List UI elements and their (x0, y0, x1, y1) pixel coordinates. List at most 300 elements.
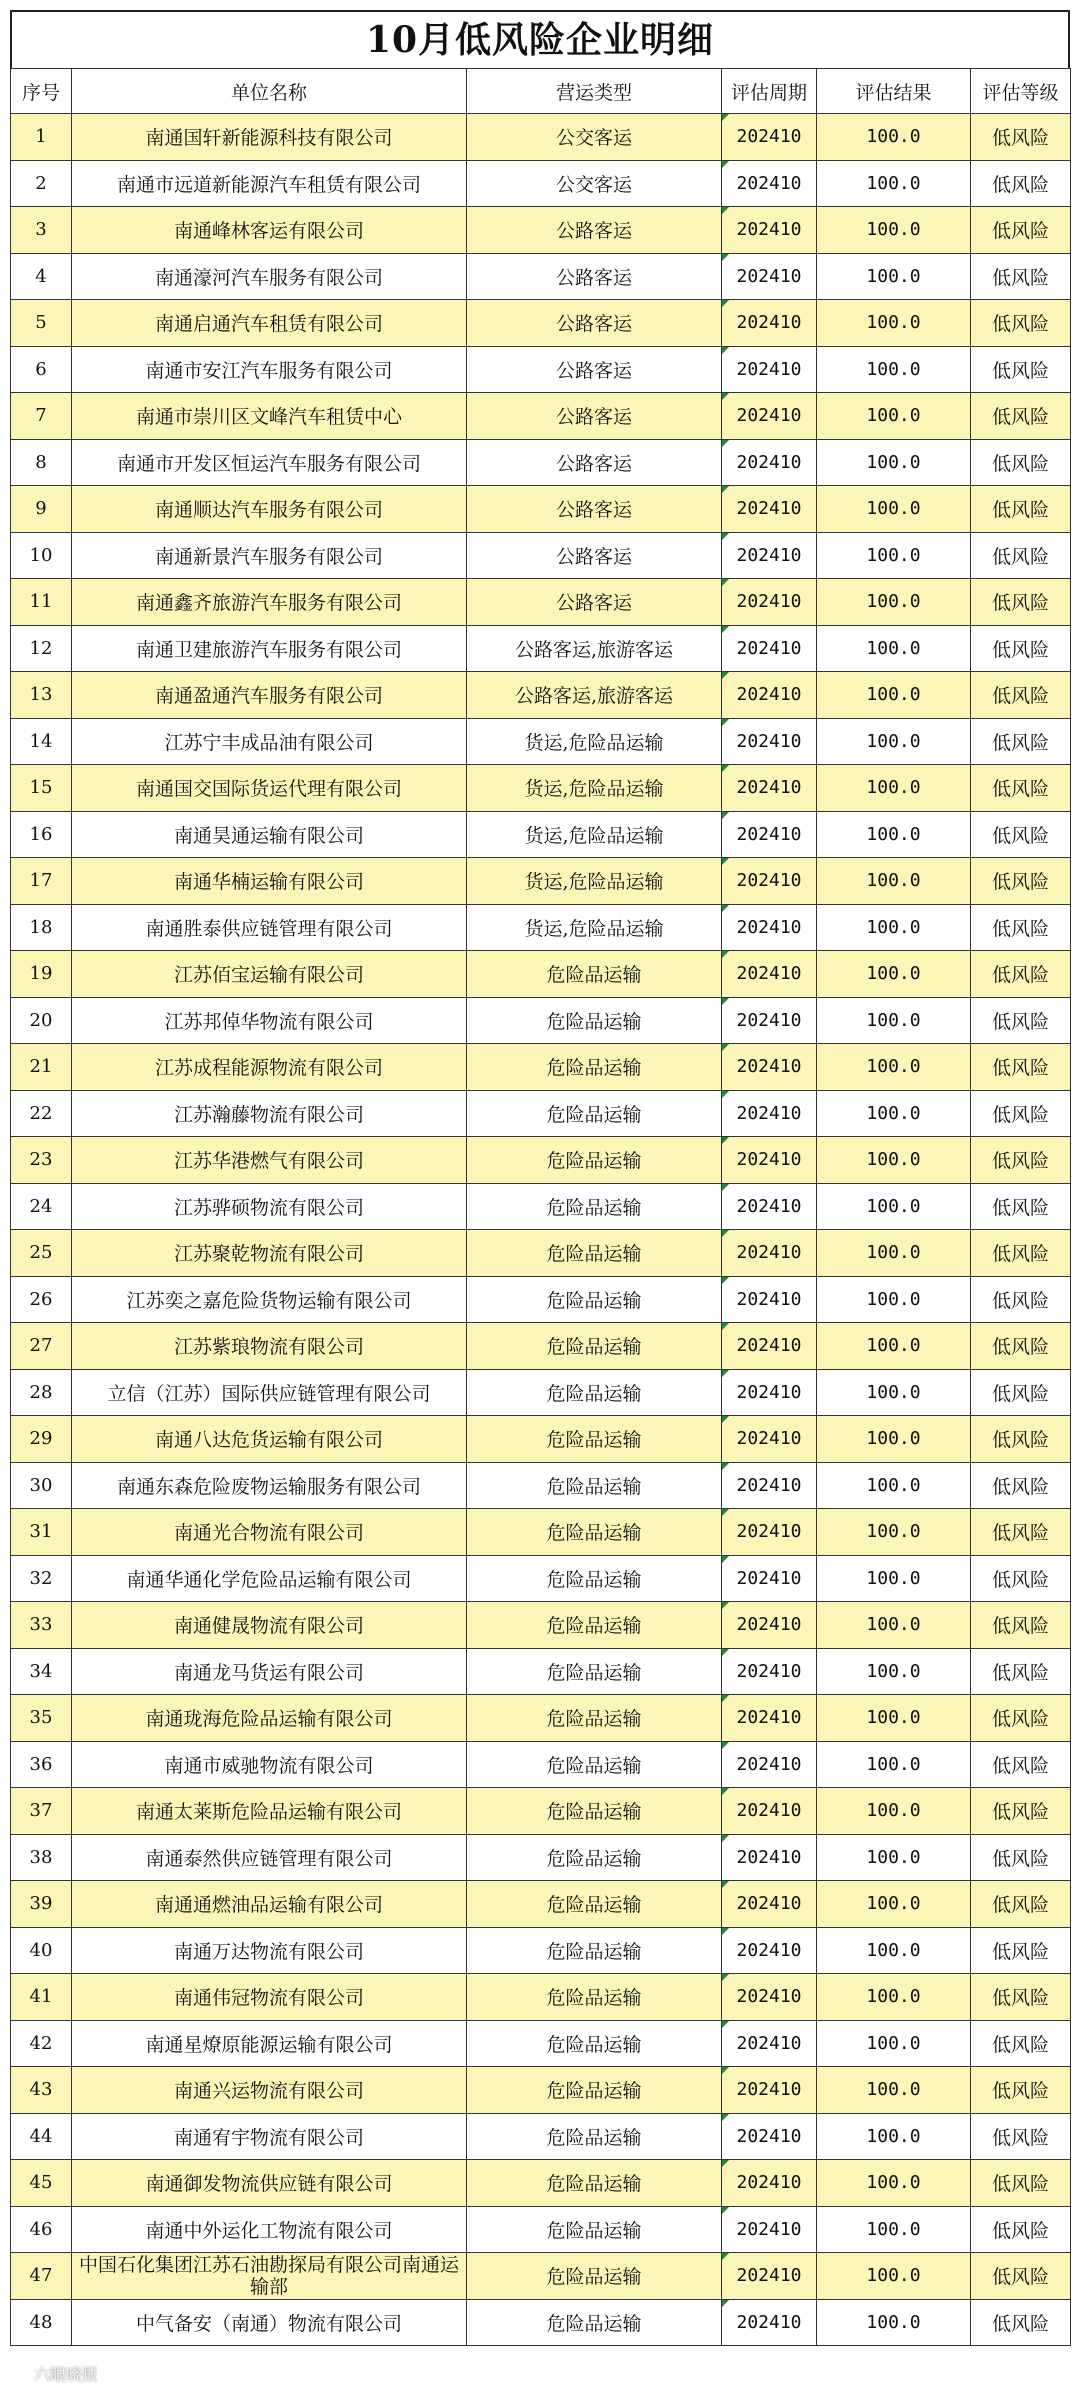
cell-period: 202410 (722, 1044, 817, 1091)
cell-level: 低风险 (971, 1695, 1071, 1742)
cell-type: 危险品运输 (467, 2113, 722, 2160)
cell-type: 公路客运 (467, 346, 722, 393)
cell-result: 100.0 (817, 393, 971, 440)
cell-result: 100.0 (817, 1555, 971, 1602)
cell-index: 6 (11, 346, 72, 393)
cell-type: 危险品运输 (467, 1834, 722, 1881)
cell-index: 1 (11, 114, 72, 161)
table-row (11, 672, 1071, 719)
cell-result: 100.0 (817, 672, 971, 719)
cell-name: 江苏聚乾物流有限公司 (72, 1230, 467, 1277)
cell-name: 南通八达危货运输有限公司 (72, 1416, 467, 1463)
cell-result: 100.0 (817, 2299, 971, 2346)
cell-level: 低风险 (971, 439, 1071, 486)
cell-type: 危险品运输 (467, 1369, 722, 1416)
cell-type: 危险品运输 (467, 1695, 722, 1742)
cell-name: 江苏华港燃气有限公司 (72, 1137, 467, 1184)
cell-name: 南通星燎原能源运输有限公司 (72, 2020, 467, 2067)
cell-name: 江苏瀚藤物流有限公司 (72, 1090, 467, 1137)
cell-result: 100.0 (817, 997, 971, 1044)
cell-level: 低风险 (971, 2299, 1071, 2346)
table-row (11, 811, 1071, 858)
cell-index: 29 (11, 1416, 72, 1463)
cell-name: 南通顺达汽车服务有限公司 (72, 486, 467, 533)
cell-level: 低风险 (971, 1555, 1071, 1602)
cell-result: 100.0 (817, 300, 971, 347)
cell-index: 20 (11, 997, 72, 1044)
cell-period: 202410 (722, 2253, 817, 2300)
cell-result: 100.0 (817, 532, 971, 579)
cell-period: 202410 (722, 951, 817, 998)
header-name: 单位名称 (72, 69, 467, 114)
cell-result: 100.0 (817, 904, 971, 951)
cell-level: 低风险 (971, 486, 1071, 533)
cell-level: 低风险 (971, 672, 1071, 719)
cell-name: 南通启通汽车租赁有限公司 (72, 300, 467, 347)
cell-type: 公路客运 (467, 393, 722, 440)
cell-level: 低风险 (971, 718, 1071, 765)
cell-index: 22 (11, 1090, 72, 1137)
cell-index: 32 (11, 1555, 72, 1602)
cell-level: 低风险 (971, 1974, 1071, 2021)
cell-result: 100.0 (817, 579, 971, 626)
cell-level: 低风险 (971, 1509, 1071, 1556)
cell-result: 100.0 (817, 253, 971, 300)
cell-level: 低风险 (971, 114, 1071, 161)
table-row (11, 393, 1071, 440)
cell-index: 17 (11, 858, 72, 905)
cell-result: 100.0 (817, 1602, 971, 1649)
cell-period: 202410 (722, 1183, 817, 1230)
cell-level: 低风险 (971, 2160, 1071, 2207)
cell-result: 100.0 (817, 765, 971, 812)
cell-type: 危险品运输 (467, 1974, 722, 2021)
watermark-text: 六眼晓报 (34, 2365, 99, 2384)
cell-index: 46 (11, 2206, 72, 2253)
table-row (11, 1834, 1071, 1881)
cell-period: 202410 (722, 904, 817, 951)
cell-level: 低风险 (971, 393, 1071, 440)
cell-index: 16 (11, 811, 72, 858)
table-row (11, 1881, 1071, 1928)
page-title: 10月低风险企业明细 (10, 10, 1070, 68)
cell-level: 低风险 (971, 1648, 1071, 1695)
cell-period: 202410 (722, 532, 817, 579)
table-body (11, 114, 1071, 2346)
cell-level: 低风险 (971, 1462, 1071, 1509)
cell-index: 15 (11, 765, 72, 812)
cell-name: 江苏奕之嘉危险货物运输有限公司 (72, 1276, 467, 1323)
table-row (11, 1648, 1071, 1695)
cell-result: 100.0 (817, 1974, 971, 2021)
table-row (11, 1602, 1071, 1649)
cell-index: 2 (11, 160, 72, 207)
cell-name: 南通中外运化工物流有限公司 (72, 2206, 467, 2253)
cell-index: 21 (11, 1044, 72, 1091)
cell-type: 公路客运 (467, 300, 722, 347)
cell-result: 100.0 (817, 1927, 971, 1974)
cell-type: 危险品运输 (467, 2253, 722, 2300)
cell-type: 危险品运输 (467, 1509, 722, 1556)
table-row (11, 346, 1071, 393)
watermark-logo-icon (12, 2365, 30, 2383)
cell-result: 100.0 (817, 1369, 971, 1416)
table-row (11, 439, 1071, 486)
cell-name: 南通市安江汽车服务有限公司 (72, 346, 467, 393)
cell-name: 江苏佰宝运输有限公司 (72, 951, 467, 998)
cell-type: 公交客运 (467, 114, 722, 161)
cell-period: 202410 (722, 765, 817, 812)
cell-level: 低风险 (971, 1602, 1071, 1649)
cell-type: 危险品运输 (467, 2160, 722, 2207)
cell-name: 南通华通化学危险品运输有限公司 (72, 1555, 467, 1602)
cell-index: 24 (11, 1183, 72, 1230)
cell-level: 低风险 (971, 579, 1071, 626)
table-row (11, 858, 1071, 905)
cell-name: 江苏邦倬华物流有限公司 (72, 997, 467, 1044)
risk-table (10, 68, 1071, 2346)
cell-period: 202410 (722, 1602, 817, 1649)
cell-type: 危险品运输 (467, 1648, 722, 1695)
cell-result: 100.0 (817, 439, 971, 486)
cell-result: 100.0 (817, 1648, 971, 1695)
cell-result: 100.0 (817, 207, 971, 254)
cell-result: 100.0 (817, 2160, 971, 2207)
cell-result: 100.0 (817, 1183, 971, 1230)
cell-result: 100.0 (817, 1834, 971, 1881)
cell-index: 25 (11, 1230, 72, 1277)
cell-period: 202410 (722, 2206, 817, 2253)
cell-index: 43 (11, 2067, 72, 2114)
cell-result: 100.0 (817, 625, 971, 672)
cell-type: 公路客运 (467, 253, 722, 300)
cell-period: 202410 (722, 718, 817, 765)
cell-result: 100.0 (817, 951, 971, 998)
cell-index: 39 (11, 1881, 72, 1928)
cell-result: 100.0 (817, 2253, 971, 2300)
cell-type: 危险品运输 (467, 2020, 722, 2067)
cell-result: 100.0 (817, 1462, 971, 1509)
cell-period: 202410 (722, 1788, 817, 1835)
cell-name: 中气备安（南通）物流有限公司 (72, 2299, 467, 2346)
table-row (11, 1044, 1071, 1091)
cell-type: 货运,危险品运输 (467, 858, 722, 905)
cell-level: 低风险 (971, 1276, 1071, 1323)
cell-index: 36 (11, 1741, 72, 1788)
cell-period: 202410 (722, 439, 817, 486)
cell-period: 202410 (722, 1695, 817, 1742)
cell-period: 202410 (722, 1555, 817, 1602)
cell-index: 40 (11, 1927, 72, 1974)
cell-result: 100.0 (817, 2206, 971, 2253)
table-row (11, 2113, 1071, 2160)
cell-type: 货运,危险品运输 (467, 904, 722, 951)
cell-type: 危险品运输 (467, 1602, 722, 1649)
cell-period: 202410 (722, 160, 817, 207)
table-row (11, 1230, 1071, 1277)
cell-result: 100.0 (817, 114, 971, 161)
cell-name: 立信（江苏）国际供应链管理有限公司 (72, 1369, 467, 1416)
cell-name: 南通市崇川区文峰汽车租赁中心 (72, 393, 467, 440)
table-row (11, 1788, 1071, 1835)
cell-period: 202410 (722, 2020, 817, 2067)
table-row (11, 625, 1071, 672)
cell-type: 危险品运输 (467, 1555, 722, 1602)
cell-name: 南通宥宇物流有限公司 (72, 2113, 467, 2160)
table-row (11, 2253, 1071, 2300)
cell-period: 202410 (722, 1974, 817, 2021)
cell-index: 37 (11, 1788, 72, 1835)
cell-result: 100.0 (817, 1509, 971, 1556)
table-row (11, 1695, 1071, 1742)
cell-result: 100.0 (817, 1044, 971, 1091)
cell-name: 南通昊通运输有限公司 (72, 811, 467, 858)
table-row (11, 207, 1071, 254)
cell-level: 低风险 (971, 811, 1071, 858)
cell-name: 南通峰林客运有限公司 (72, 207, 467, 254)
cell-level: 低风险 (971, 207, 1071, 254)
cell-level: 低风险 (971, 300, 1071, 347)
cell-result: 100.0 (817, 486, 971, 533)
cell-period: 202410 (722, 2299, 817, 2346)
cell-index: 23 (11, 1137, 72, 1184)
cell-name: 南通国轩新能源科技有限公司 (72, 114, 467, 161)
cell-period: 202410 (722, 253, 817, 300)
table-row (11, 1462, 1071, 1509)
cell-period: 202410 (722, 579, 817, 626)
cell-index: 47 (11, 2253, 72, 2300)
cell-level: 低风险 (971, 2206, 1071, 2253)
cell-index: 10 (11, 532, 72, 579)
table-row (11, 300, 1071, 347)
cell-period: 202410 (722, 1090, 817, 1137)
sheet (10, 10, 1070, 2346)
cell-index: 27 (11, 1323, 72, 1370)
cell-level: 低风险 (971, 160, 1071, 207)
cell-index: 48 (11, 2299, 72, 2346)
cell-type: 危险品运输 (467, 1741, 722, 1788)
cell-level: 低风险 (971, 2020, 1071, 2067)
table-row (11, 2020, 1071, 2067)
cell-index: 45 (11, 2160, 72, 2207)
cell-result: 100.0 (817, 1788, 971, 1835)
cell-result: 100.0 (817, 2020, 971, 2067)
cell-period: 202410 (722, 393, 817, 440)
cell-result: 100.0 (817, 811, 971, 858)
table-row (11, 765, 1071, 812)
cell-period: 202410 (722, 1927, 817, 1974)
table-row (11, 1090, 1071, 1137)
cell-index: 9 (11, 486, 72, 533)
cell-type: 危险品运输 (467, 1323, 722, 1370)
cell-type: 危险品运输 (467, 1230, 722, 1277)
cell-name: 南通濠河汽车服务有限公司 (72, 253, 467, 300)
cell-type: 货运,危险品运输 (467, 765, 722, 812)
cell-name: 南通华楠运输有限公司 (72, 858, 467, 905)
cell-level: 低风险 (971, 1369, 1071, 1416)
cell-period: 202410 (722, 1881, 817, 1928)
watermark (12, 2362, 98, 2385)
cell-type: 危险品运输 (467, 2299, 722, 2346)
cell-period: 202410 (722, 1276, 817, 1323)
cell-type: 危险品运输 (467, 997, 722, 1044)
cell-result: 100.0 (817, 2067, 971, 2114)
cell-type: 货运,危险品运输 (467, 811, 722, 858)
header-type: 营运类型 (467, 69, 722, 114)
cell-result: 100.0 (817, 160, 971, 207)
cell-name: 江苏骅硕物流有限公司 (72, 1183, 467, 1230)
cell-type: 危险品运输 (467, 951, 722, 998)
cell-name: 南通珑海危险品运输有限公司 (72, 1695, 467, 1742)
cell-period: 202410 (722, 114, 817, 161)
cell-period: 202410 (722, 1834, 817, 1881)
cell-result: 100.0 (817, 1137, 971, 1184)
cell-type: 公交客运 (467, 160, 722, 207)
cell-period: 202410 (722, 1323, 817, 1370)
cell-level: 低风险 (971, 858, 1071, 905)
cell-period: 202410 (722, 2160, 817, 2207)
cell-period: 202410 (722, 1509, 817, 1556)
cell-period: 202410 (722, 997, 817, 1044)
table-row (11, 1323, 1071, 1370)
cell-index: 34 (11, 1648, 72, 1695)
cell-index: 8 (11, 439, 72, 486)
cell-type: 危险品运输 (467, 1927, 722, 1974)
table-row (11, 579, 1071, 626)
table-row (11, 1741, 1071, 1788)
table-row (11, 1137, 1071, 1184)
cell-index: 42 (11, 2020, 72, 2067)
cell-level: 低风险 (971, 2113, 1071, 2160)
cell-name: 南通通燃油品运输有限公司 (72, 1881, 467, 1928)
cell-index: 41 (11, 1974, 72, 2021)
table-row (11, 2206, 1071, 2253)
cell-result: 100.0 (817, 1276, 971, 1323)
cell-index: 13 (11, 672, 72, 719)
cell-period: 202410 (722, 858, 817, 905)
cell-name: 南通健晟物流有限公司 (72, 1602, 467, 1649)
cell-level: 低风险 (971, 532, 1071, 579)
cell-level: 低风险 (971, 904, 1071, 951)
cell-result: 100.0 (817, 858, 971, 905)
cell-level: 低风险 (971, 1044, 1071, 1091)
table-row (11, 1927, 1071, 1974)
table-row (11, 2299, 1071, 2346)
table-row (11, 1276, 1071, 1323)
cell-level: 低风险 (971, 1137, 1071, 1184)
cell-period: 202410 (722, 486, 817, 533)
cell-name: 南通万达物流有限公司 (72, 1927, 467, 1974)
cell-result: 100.0 (817, 1230, 971, 1277)
cell-type: 公路客运 (467, 439, 722, 486)
cell-result: 100.0 (817, 1741, 971, 1788)
cell-index: 44 (11, 2113, 72, 2160)
cell-name: 中国石化集团江苏石油勘探局有限公司南通运输部 (72, 2253, 467, 2300)
cell-name: 南通兴运物流有限公司 (72, 2067, 467, 2114)
cell-period: 202410 (722, 1416, 817, 1463)
cell-type: 危险品运输 (467, 1044, 722, 1091)
cell-name: 南通光合物流有限公司 (72, 1509, 467, 1556)
header-level: 评估等级 (971, 69, 1071, 114)
table-row (11, 2160, 1071, 2207)
cell-period: 202410 (722, 672, 817, 719)
cell-name: 南通市威驰物流有限公司 (72, 1741, 467, 1788)
cell-name: 南通御发物流供应链有限公司 (72, 2160, 467, 2207)
cell-type: 公路客运 (467, 486, 722, 533)
table-row (11, 1369, 1071, 1416)
cell-name: 南通盈通汽车服务有限公司 (72, 672, 467, 719)
cell-type: 公路客运,旅游客运 (467, 625, 722, 672)
cell-name: 江苏宁丰成品油有限公司 (72, 718, 467, 765)
cell-name: 南通泰然供应链管理有限公司 (72, 1834, 467, 1881)
cell-name: 南通太莱斯危险品运输有限公司 (72, 1788, 467, 1835)
cell-type: 危险品运输 (467, 1416, 722, 1463)
cell-period: 202410 (722, 1741, 817, 1788)
cell-index: 12 (11, 625, 72, 672)
cell-index: 14 (11, 718, 72, 765)
table-row (11, 997, 1071, 1044)
cell-name: 南通伟冠物流有限公司 (72, 1974, 467, 2021)
cell-name: 江苏紫琅物流有限公司 (72, 1323, 467, 1370)
cell-index: 5 (11, 300, 72, 347)
cell-level: 低风险 (971, 2067, 1071, 2114)
cell-level: 低风险 (971, 1416, 1071, 1463)
cell-index: 4 (11, 253, 72, 300)
header-row (11, 69, 1071, 114)
cell-type: 公路客运 (467, 579, 722, 626)
cell-type: 危险品运输 (467, 1183, 722, 1230)
cell-level: 低风险 (971, 765, 1071, 812)
cell-period: 202410 (722, 811, 817, 858)
cell-result: 100.0 (817, 1695, 971, 1742)
table-row (11, 1509, 1071, 1556)
cell-period: 202410 (722, 1462, 817, 1509)
table-row (11, 904, 1071, 951)
cell-level: 低风险 (971, 1090, 1071, 1137)
cell-name: 南通胜泰供应链管理有限公司 (72, 904, 467, 951)
cell-type: 公路客运 (467, 532, 722, 579)
cell-type: 公路客运 (467, 207, 722, 254)
cell-type: 危险品运输 (467, 1276, 722, 1323)
cell-level: 低风险 (971, 1788, 1071, 1835)
cell-index: 3 (11, 207, 72, 254)
table-row (11, 253, 1071, 300)
table-row (11, 532, 1071, 579)
header-index: 序号 (11, 69, 72, 114)
cell-level: 低风险 (971, 997, 1071, 1044)
cell-index: 33 (11, 1602, 72, 1649)
table-row (11, 2067, 1071, 2114)
cell-type: 危险品运输 (467, 2206, 722, 2253)
cell-period: 202410 (722, 2113, 817, 2160)
cell-type: 危险品运输 (467, 1881, 722, 1928)
cell-level: 低风险 (971, 1741, 1071, 1788)
cell-level: 低风险 (971, 1230, 1071, 1277)
cell-name: 南通龙马货运有限公司 (72, 1648, 467, 1695)
cell-index: 35 (11, 1695, 72, 1742)
cell-type: 危险品运输 (467, 1462, 722, 1509)
cell-level: 低风险 (971, 1927, 1071, 1974)
table-row (11, 951, 1071, 998)
cell-type: 危险品运输 (467, 1137, 722, 1184)
table-row (11, 114, 1071, 161)
cell-period: 202410 (722, 207, 817, 254)
cell-name: 南通新景汽车服务有限公司 (72, 532, 467, 579)
cell-level: 低风险 (971, 253, 1071, 300)
table-row (11, 1555, 1071, 1602)
cell-type: 货运,危险品运输 (467, 718, 722, 765)
cell-result: 100.0 (817, 718, 971, 765)
